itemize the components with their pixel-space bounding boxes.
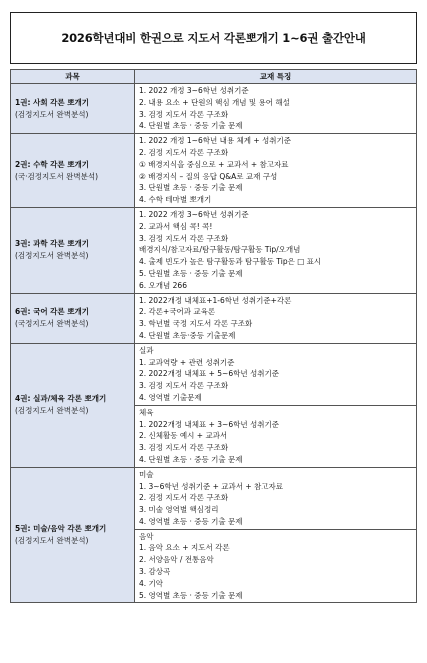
feature-line: 3. 검정 지도서 각론 구조화: [139, 109, 229, 119]
book-subtitle: (검정지도서 완벽분석): [15, 406, 89, 416]
feature-line: 1. 3~6학년 성취기준 + 교과서 + 참고자료: [139, 481, 284, 491]
feature-line: ② 배경지식 – 질의 응답 Q&A로 교재 구성: [139, 171, 278, 181]
subject-cell: [11, 343, 135, 467]
subject-cell: [11, 207, 135, 293]
feature-line: 3. 미술 영역별 핵심정리: [139, 505, 219, 515]
book-name: 6권: 국어 각론 뽀개기: [15, 307, 90, 317]
book-table: [10, 69, 417, 603]
feature-subsection: [135, 344, 416, 405]
feature-line: 3. 단원별 초등 · 중등 기출 문제: [139, 183, 243, 193]
feature-line: 4. 수학 테마별 뽀개기: [139, 195, 212, 205]
subsection-heading: 체육: [139, 407, 154, 417]
features-cell: [135, 84, 417, 134]
feature-line: 2. 교과서 핵심 콕! 콕!: [139, 221, 213, 231]
subsection-heading: 음악: [139, 531, 154, 541]
feature-line: 3. 검정 지도서 각론 구조화: [139, 381, 229, 391]
table-row: [11, 84, 417, 134]
book-subtitle: (검정지도서 완벽분석): [15, 251, 89, 261]
book-subtitle: (검정지도서 완벽분석): [15, 109, 89, 119]
feature-line: 3. 학년별 국정 지도서 각론 구조화: [139, 319, 253, 329]
feature-line: 4. 출제 빈도가 높은 탐구활동과 탐구활동 Tip은 □ 표시: [139, 257, 322, 267]
feature-line: 1. 교과역량 + 관련 성취기준: [139, 357, 235, 367]
feature-line: 4. 단원별 초등 · 중등 기출 문제: [139, 121, 243, 131]
table-row: [11, 134, 417, 208]
subject-cell: [11, 84, 135, 134]
table-body: [11, 84, 417, 603]
table-row: [11, 467, 417, 603]
feature-line: 3. 검정 지도서 각론 구조화: [139, 233, 229, 243]
feature-line: 2. 2022개정 내체표 + 5~6학년 성취기준: [139, 369, 279, 379]
feature-line: 4. 영역별 기출문제: [139, 392, 202, 402]
features-column-header: 교재 특징: [135, 70, 417, 84]
table-row: [11, 207, 417, 293]
subsection-heading: 미술: [139, 469, 154, 479]
table-row: [11, 293, 417, 343]
feature-line: 2. 검정 지도서 각론 구조화: [139, 493, 229, 503]
feature-line: 1. 2022 개정 3~6학년 성취기준: [139, 209, 249, 219]
book-name: 3권: 과학 각론 뽀개기: [15, 239, 90, 249]
subject-cell: [11, 467, 135, 603]
feature-line: 4. 기악: [139, 578, 164, 588]
feature-line: 5. 단원별 초등 · 중등 기출 문제: [139, 268, 243, 278]
features-cell: [135, 343, 417, 467]
feature-line: 3. 감상곡: [139, 567, 171, 577]
book-name: 5권: 미술/음악 각론 뽀개기: [15, 524, 107, 534]
feature-line: ① 배경지식을 중심으로 + 교과서 + 참고자료: [139, 159, 289, 169]
feature-line: 배경지식/참고자료/탐구활동/탐구활동 Tip/오개념: [139, 245, 301, 255]
feature-line: 1. 음악 요소 + 지도서 각론: [139, 543, 230, 553]
subsection-heading: 실과: [139, 345, 154, 355]
features-cell: [135, 293, 417, 343]
book-subtitle: (국·검정지도서 완벽분석): [15, 171, 99, 181]
feature-line: 4. 단원별 초등 · 중등 기출 문제: [139, 454, 243, 464]
table-header-row: [11, 70, 417, 84]
feature-line: 1. 2022개정 내체표 + 3~6학년 성취기준: [139, 419, 279, 429]
feature-subsection: [135, 529, 416, 603]
feature-line: 1. 2022 개정 3~6학년 성취기준: [139, 86, 249, 95]
feature-line: 2. 각론+국어과 교육론: [139, 307, 216, 317]
book-name: 4권: 실과/체육 각론 뽀개기: [15, 394, 107, 404]
book-subtitle: (국정지도서 완벽분석): [15, 319, 89, 329]
feature-line: 2. 서양음악 / 전통음악: [139, 555, 214, 565]
subject-cell: [11, 293, 135, 343]
feature-line: 3. 검정 지도서 각론 구조화: [139, 443, 229, 453]
feature-line: 1. 2022개정 내체표+1-6학년 성취기준+각론: [139, 295, 292, 305]
features-cell: [135, 134, 417, 208]
book-name: 2권: 수학 각론 뽀개기: [15, 159, 90, 169]
book-name: 1권: 사회 각론 뽀개기: [15, 97, 90, 107]
subject-cell: [11, 134, 135, 208]
feature-line: 6. 오개념 266: [139, 280, 187, 290]
feature-line: 2. 검정 지도서 각론 구조화: [139, 147, 229, 157]
features-cell: [135, 467, 417, 603]
features-cell: [135, 207, 417, 293]
feature-line: 4. 단원별 초등·중등 기출문제: [139, 330, 236, 340]
feature-line: 4. 영역별 초등 · 중등 기출 문제: [139, 516, 243, 526]
feature-line: 2. 신체활동 예시 + 교과서: [139, 431, 228, 441]
feature-line: 1. 2022 개정 1~6학년 내용 체계 + 성취기준: [139, 136, 291, 146]
feature-line: 2. 내용 요소 + 단원의 핵심 개념 및 용어 해설: [139, 97, 290, 107]
feature-line: 5. 영역별 초등 · 중등 기출 문제: [139, 590, 243, 600]
subject-column-header: 과목: [11, 70, 135, 84]
feature-subsection: [135, 468, 416, 529]
feature-subsection: [135, 405, 416, 467]
document-title: 2026학년대비 한권으로 지도서 각론뽀개기 1~6권 출간안내: [10, 12, 417, 64]
table-row: [11, 343, 417, 467]
book-subtitle: (검정지도서 완벽분석): [15, 536, 89, 546]
